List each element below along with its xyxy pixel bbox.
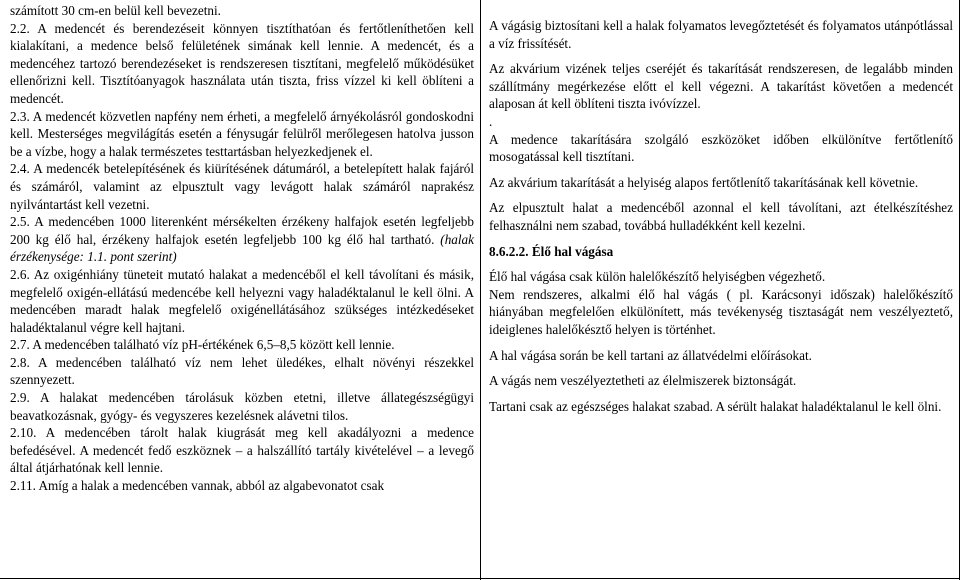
spacer bbox=[489, 235, 953, 243]
spacer bbox=[489, 390, 953, 398]
dead-fish-paragraph: Az elpusztult halat a medencéből azonnal el kell távolítani, azt ételkészítéshez felhasználni nem szabad, továbbá hulladékként kell kezelni. bbox=[489, 200, 953, 233]
spacer bbox=[489, 364, 953, 372]
slaughter-room-paragraph: Élő hal vágása csak külön halelőkészítő helyiségben végezhető. bbox=[489, 269, 826, 285]
paragraph-2-10: 2.10. A medencében tárolt halak kiugrását meg kell akadályozni a medence befedésével. A medencét fedő eszköznek – a halszállító tartály kivételével – a levegő által átjárhatónak kell lennie. bbox=[10, 425, 474, 476]
spacer bbox=[489, 260, 953, 268]
room-cleaning-paragraph: Az akvárium takarítását a helyiség alapos fertőtlenítő takarításának kell követnie. bbox=[489, 174, 919, 190]
paragraph-2-8: 2.8. A medencében található víz nem lehet üledékes, elhalt növényi részekkel szennyezett. bbox=[10, 354, 474, 388]
paragraph-2-4: 2.4. A medencék betelepítésének és kiürítésének dátumáról, a betelepített halak fajáról és számáról, valamint az elpusztult vagy levágott halak számáról naprakész nyilvántartást kell vezetni. bbox=[10, 161, 474, 212]
paragraph-2-11: 2.11. Amíg a halak a medencében vannak, abból az algabevonatot csak bbox=[10, 478, 385, 494]
spacer bbox=[489, 339, 953, 347]
paragraph-2-3: 2.3. A medencét közvetlen napfény nem érheti, a megfelelő árnyékolásról gondoskodni kell. Mesterséges megvilágítás esetén a fénysugár felülről merőlegesen hatolva jusson be a vízbe, hogy a halak természetes testtartásban helyezkedjenek el. bbox=[10, 108, 474, 159]
right-column bbox=[482, 0, 960, 580]
paragraph-2-2: 2.2. A medencét és berendezéseit könnyen tisztíthatóan és fertőtleníthetően kell kialakítani, a medence belső felületének simának kell lennie. A medencét, és a medencéhez tartozó berendezéseket is rendszeresen tisztítani, megfelelő működésüket ellenőrizni kell. Tisztítóanyagok használata után tiszta, friss vízzel ki kell öblíteni a medencét. bbox=[10, 20, 474, 106]
food-safety-paragraph: A vágás nem veszélyeztetheti az élelmiszerek biztonságát. bbox=[489, 373, 797, 389]
animal-welfare-paragraph: A hal vágása során be kell tartani az állatvédelmi előírásokat. bbox=[489, 347, 812, 363]
spacer bbox=[489, 191, 953, 199]
stray-period: . bbox=[489, 113, 493, 129]
paragraph-2-9: 2.9. A halakat medencében tárolásuk közben etetni, illetve állategészségügyi beavatkozásnak, gyógy- és vegyszeres kezelésnek alávetni tilos. bbox=[10, 390, 474, 423]
paragraph-2-5-text: 2.5. A medencében 1000 literenként mérsékelten érzékeny halfajok esetén legfeljebb 200 kg élő hal, érzékeny halfajok esetén legfeljebb 100 kg élő hal tartható. bbox=[10, 214, 474, 247]
occasional-slaughter-paragraph: Nem rendszeres, alkalmi élő hal vágás ( pl. Karácsonyi időszak) halelőkészítő hiányában megfelelően elkülönített, más tevékenység tisztaságát nem veszélyeztető, ideiglenes halelőkésztő helyen is történhet. bbox=[489, 286, 953, 337]
paragraph-2-5-note: (halak érzékenysége: 1.1. pont szerint) bbox=[10, 231, 474, 265]
top-spacer bbox=[489, 0, 953, 17]
aeration-paragraph: A vágásig biztosítani kell a halak folyamatos levegőztetését és folyamatos utánpótlással a víz frissítését. bbox=[489, 18, 953, 51]
table-bottom-border bbox=[0, 578, 960, 579]
paragraph-2-6: 2.6. Az oxigénhiány tüneteit mutató halakat a medencéből el kell távolítani és másik, megfelelő oxigén-ellátású medencébe kell helyezni vagy haladéktalanul le kell ölni. A medencében maradt halak megfelelő oxigénellátásához szükséges intézkedéseket haladéktalanul végre kell hajtani. bbox=[10, 266, 474, 335]
paragraph-intro-fragment: számított 30 cm-en belül kell bevezetni. bbox=[10, 3, 221, 18]
paragraph-2-7: 2.7. A medencében található víz pH-értékének 6,5–8,5 között kell lennie. bbox=[10, 337, 395, 353]
healthy-fish-paragraph: Tartani csak az egészséges halakat szabad. A sérült halakat haladéktalanul le kell ölni. bbox=[489, 398, 942, 414]
paragraph-2-5 bbox=[10, 213, 474, 266]
aquarium-cleaning-paragraph: Az akvárium vizének teljes cseréjét és takarítását rendszeresen, de legalább minden szállítmány megérkezése előtt el kell végezni. A takarítást követően a medencét alaposan át kell öblíteni tiszta ivóvízzel. bbox=[489, 61, 953, 112]
spacer bbox=[489, 52, 953, 60]
spacer bbox=[489, 166, 953, 174]
tools-disinfection-paragraph: A medence takarítására szolgáló eszközöket időben elkülönítve fertőtlenítő mosogatással kell tisztítani. bbox=[489, 131, 953, 165]
section-heading: 8.6.2.2. Élő hal vágása bbox=[489, 243, 614, 259]
